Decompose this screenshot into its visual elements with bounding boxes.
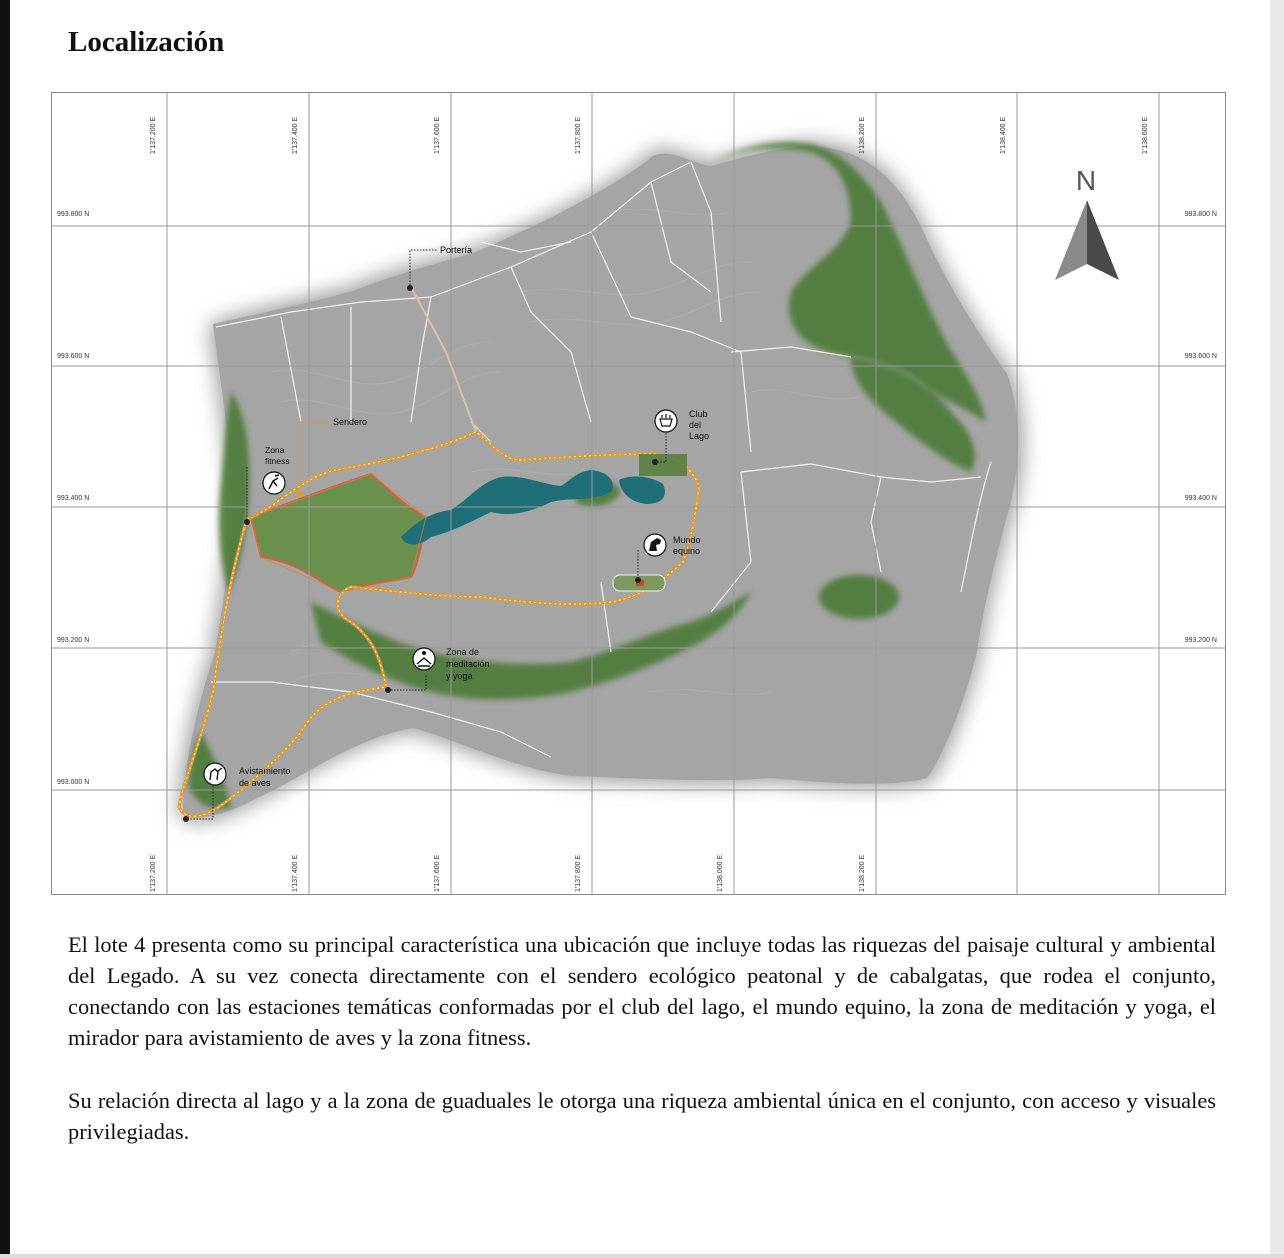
- zona-fitness-label-2: fitness: [265, 456, 290, 466]
- northing-label: 993.400 N: [1184, 495, 1217, 502]
- club-lot: [639, 454, 687, 476]
- easting-label: 1'137.600 E: [434, 854, 441, 892]
- easting-label: 1'137.600 E: [434, 116, 441, 154]
- porteria-label: Portería: [440, 245, 473, 255]
- northing-label: 993.200 N: [1184, 637, 1217, 644]
- avistamiento-label-2: de aves: [239, 778, 271, 788]
- easting-label: 1'137.400 E: [292, 116, 299, 154]
- avistamiento-label-1: Avistamiento: [239, 766, 291, 776]
- easting-label: 1'138.200 E: [859, 116, 866, 154]
- zona-fitness-label-1: Zona: [265, 445, 285, 455]
- club-icon: [655, 410, 677, 432]
- easting-label: 1'137.400 E: [292, 854, 299, 892]
- easting-label: 1'137.200 E: [150, 854, 157, 892]
- meditacion-label-1: Zona de: [446, 647, 480, 657]
- northing-label: 993.800 N: [1184, 211, 1217, 218]
- bottom-edge-bar: [0, 1254, 1284, 1258]
- meditacion-label-2: meditación: [446, 659, 490, 669]
- northing-label: 993.600 N: [57, 353, 90, 360]
- binoculars-icon: [204, 763, 226, 785]
- easting-label: 1'137.800 E: [575, 854, 582, 892]
- easting-label: 1'138.200 E: [859, 854, 866, 892]
- right-edge-bar: [1270, 0, 1284, 1258]
- mundo-equino-label-1: Mundo: [673, 535, 701, 545]
- description-paragraph-1: El lote 4 presenta como su principal característica una ubicación que incluye todas las riquezas del paisaje cultural y ambiental del Legado. A su vez conecta directamente con el sendero ecológico peatonal y de cabalgatas, que rodea el conjunto, conectando con las estaciones temáticas conformadas por el club del lago, el mundo equino, la zona de meditación y yoga, el mirador para avistamiento de aves y la zona fitness.: [68, 932, 1216, 1050]
- northing-label: 993.600 N: [1184, 353, 1217, 360]
- northing-label: 993.800 N: [57, 211, 90, 218]
- location-map: [51, 92, 1226, 895]
- easting-label: 1'138.600 E: [1142, 116, 1149, 154]
- easting-label: 1'138.000 E: [717, 854, 724, 892]
- northing-label: 993.200 N: [57, 637, 90, 644]
- left-edge-bar: [0, 0, 10, 1258]
- club-label-3: Lago: [689, 431, 710, 441]
- page-title: Localización: [68, 26, 225, 58]
- mundo-equino-label-2: equino: [673, 546, 701, 556]
- easting-label: 1'137.200 E: [150, 116, 157, 154]
- club-label-1: Club: [689, 409, 708, 419]
- north-label: N: [1075, 165, 1097, 196]
- sendero-label: Sendero: [333, 417, 368, 427]
- club-label-2: del: [689, 420, 702, 430]
- description-paragraph-2: Su relación directa al lago y a la zona de guaduales le otorga una riqueza ambiental única en el conjunto, con acceso y visuales privilegiadas.: [68, 1088, 1216, 1144]
- easting-label: 1'138.400 E: [1000, 116, 1007, 154]
- meditacion-label-3: y yoga: [446, 671, 473, 681]
- northing-label: 993.000 N: [57, 779, 90, 786]
- northing-label: 993.400 N: [57, 495, 90, 502]
- easting-label: 1'137.800 E: [575, 116, 582, 154]
